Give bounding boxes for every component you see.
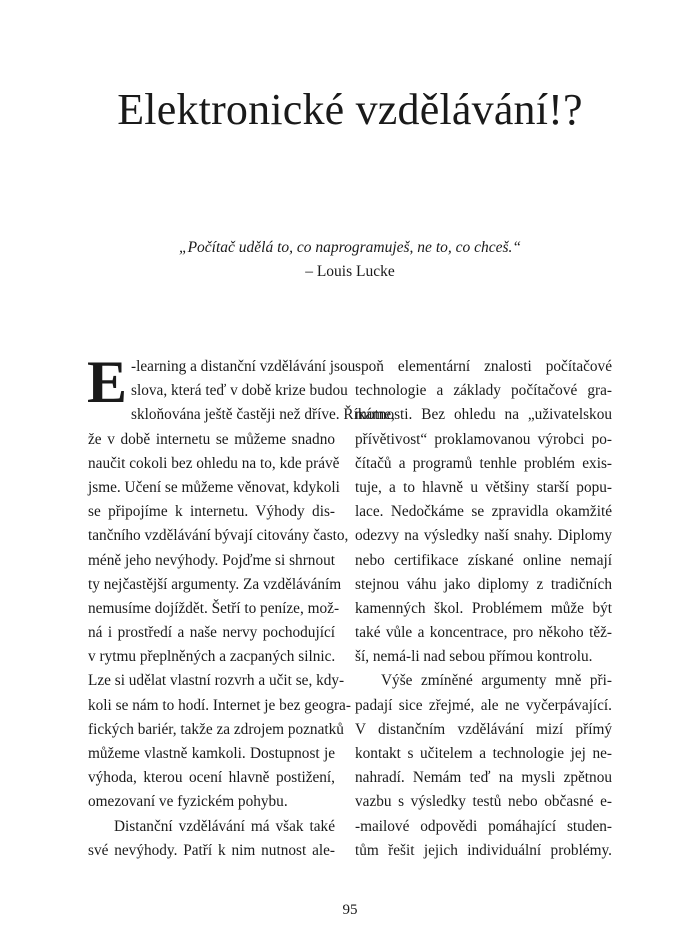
text-line: že v době internetu se můžeme snadno <box>88 430 335 448</box>
text-line: Lze si udělat vlastní rozvrh a učit se, kdy- <box>88 672 345 690</box>
text-line: lace. Nedočkáme se zpravidla okamžité <box>355 503 612 521</box>
text-line: padají sice zřejmé, ale ne vyčerpávající. <box>355 696 612 714</box>
text-line: Distanční vzdělávání má však také <box>114 817 335 835</box>
text-line: motnosti. Bez ohledu na „uživatelskou <box>355 406 612 424</box>
text-line: můžeme vlastně kamkoli. Dostupnost je <box>88 745 335 762</box>
text-line: -learning a distanční vzdělávání jsou <box>131 358 356 375</box>
text-line: fických bariér, takže za zdrojem poznatků <box>88 720 344 738</box>
text-line: skloňována ještě častěji než dříve. Říkáme, <box>131 406 395 424</box>
text-line: omezovaní ve fyzickém pohybu. <box>88 793 288 811</box>
text-line: jsme. Učení se můžeme věnovat, kdykoli <box>88 478 340 496</box>
text-line: kontakt s učitelem a technologie jej ne- <box>355 745 612 762</box>
right-column <box>355 355 612 863</box>
text-line: v rytmu přeplněných a zacpaných silnic. <box>88 648 336 666</box>
text-line: kamenných škol. Problémem může být <box>355 599 612 617</box>
text-line: čítačů a programů tenhle problém exis- <box>355 454 612 472</box>
epigraph <box>0 236 700 284</box>
text-line: naučit cokoli bez ohledu na to, kde právě <box>88 454 340 472</box>
epigraph-quote: „Počítač udělá to, co naprogramuješ, ne to, co chceš.“ <box>178 239 522 256</box>
text-line: výhoda, kterou ocení hlavně postižení, <box>88 769 335 787</box>
text-line: méně jeho nevýhody. Pojďme si shrnout <box>88 551 335 569</box>
text-line: Výše zmíněné argumenty mně při- <box>381 672 612 690</box>
text-line: ší, nemá-li nad sebou přímou kontrolu. <box>355 648 593 666</box>
text-line: ty nejčastější argumenty. Za vzděláváním <box>88 575 342 593</box>
text-line: své nevýhody. Patří k nim nutnost ale- <box>88 841 335 859</box>
page-number: 95 <box>342 902 358 918</box>
text-line: koli se nám to hodí. Internet je bez geogra- <box>88 696 351 714</box>
text-line: nebo certifikace získané online nemají <box>355 551 612 569</box>
page-title: Elektronické vzdělávání!? <box>117 85 583 134</box>
text-line: nahradí. Nemám teď na mysli zpětnou <box>355 769 612 787</box>
text-line: V distančním vzdělávání mizí přímý <box>355 720 612 738</box>
left-column <box>87 349 395 863</box>
text-line: nemusíme dojíždět. Šetří to peníze, mož- <box>88 599 340 617</box>
epigraph-author: – Louis Lucke <box>305 263 395 280</box>
text-line: odezvy na výsledky naší snahy. Diplomy <box>355 527 612 545</box>
text-line: také vůle a koncentrace, pro někoho těž- <box>355 624 612 642</box>
text-line: tuje, a to hlavně u většiny starší popu- <box>355 478 612 496</box>
text-line: slova, která teď v době krize budou <box>131 382 348 400</box>
text-line: tančního vzdělávání bývají citovány často, <box>88 527 349 545</box>
drop-cap: E <box>87 349 128 415</box>
text-line: stejnou váhu jako diplomy z tradičních <box>355 575 612 593</box>
text-line: se připojíme k internetu. Výhody dis- <box>88 503 335 521</box>
text-line: tům řešit jejich individuální problémy. <box>355 841 612 859</box>
text-line: ná i prostředí a naše nervy pochodující <box>88 624 335 642</box>
text-line: vazbu s výsledky testů nebo občasné e- <box>355 793 612 811</box>
text-line: technologie a základy počítačové gra- <box>355 382 612 400</box>
text-line: přívětivost“ proklamovanou výrobci po- <box>355 430 612 448</box>
text-line: spoň elementární znalosti počítačové <box>355 358 612 375</box>
text-line: -mailové odpovědi pomáhající studen- <box>355 817 612 835</box>
